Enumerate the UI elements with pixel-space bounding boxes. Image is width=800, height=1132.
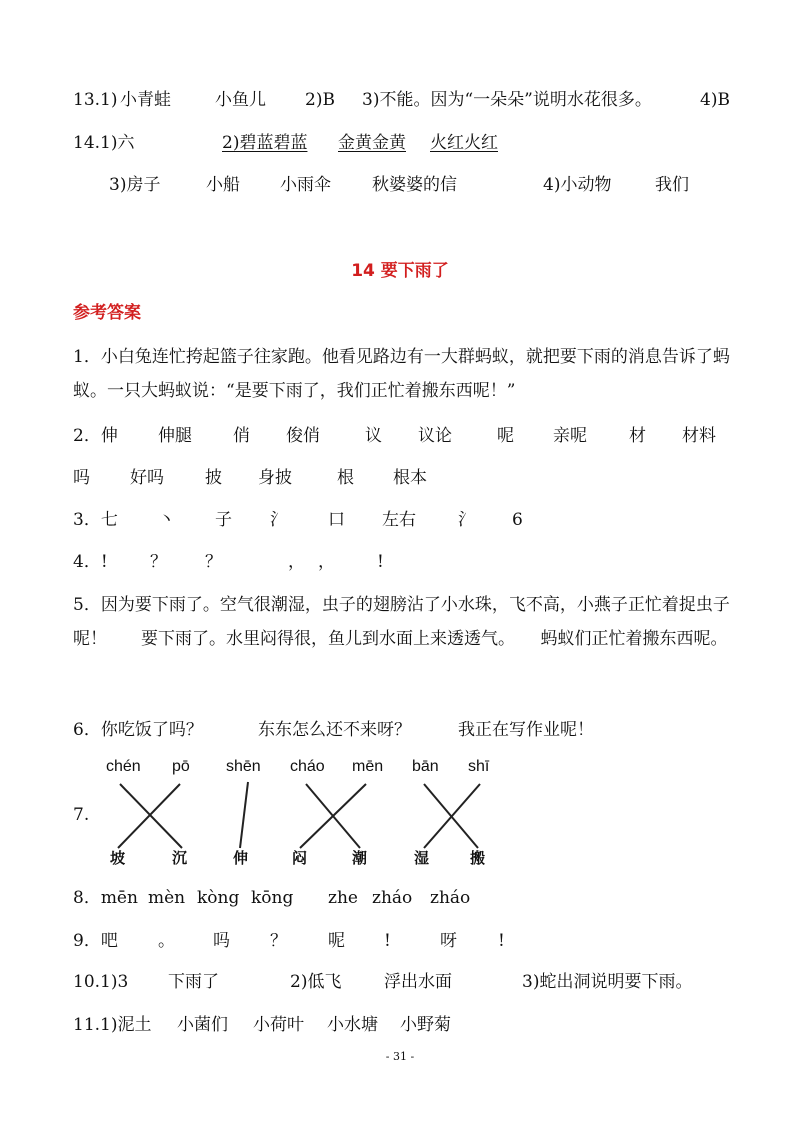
q13-c: 2)B: [305, 90, 335, 110]
q6-item: 6．你吃饭了吗？: [73, 720, 203, 740]
q11-item: 小荷叶: [253, 1015, 304, 1035]
q8-item: zháo: [430, 888, 471, 908]
q5-text: 5．因为要下雨了。空气很潮湿，虫子的翅膀沾了小水珠，飞不高，小燕子正忙着捉虫子呢！ 要下雨了。水里闷得很，鱼儿到水面上来透透气。 蚂蚁们正忙着搬东西呢。: [73, 595, 730, 649]
q4-item: ？: [150, 552, 167, 572]
q4-item: ，: [288, 552, 305, 572]
q14b-f: 我们: [655, 175, 689, 195]
q9-item: !: [384, 931, 391, 951]
q10-item: 2)低飞: [290, 972, 342, 992]
q13-a: 小青蛙: [120, 90, 171, 110]
q4-item: 4．!: [73, 552, 108, 572]
q9-item: 呢: [328, 931, 345, 951]
q2-item: 2．伸: [73, 426, 118, 446]
q7-char: 沉: [172, 849, 188, 867]
q14b-e: 4)小动物: [543, 175, 612, 195]
q9-item: 。: [158, 931, 175, 951]
q7-pinyin: pō: [172, 758, 190, 775]
q9-item: !: [498, 931, 505, 951]
q2-item: 材: [629, 426, 646, 446]
q11-item: 小野菊: [400, 1015, 451, 1035]
q14b-b: 小船: [206, 175, 240, 195]
q9-item: 吗: [213, 931, 230, 951]
q10-item: 下雨了: [168, 972, 219, 992]
q9-item: 呀: [440, 931, 457, 951]
q2-item: 身披: [258, 468, 292, 488]
q2-item: 呢: [497, 426, 514, 446]
q2-item: 吗: [73, 468, 90, 488]
q3-item: 氵: [458, 510, 475, 530]
page-number: - 31 -: [385, 1050, 415, 1063]
q11-item: 小菌们: [177, 1015, 228, 1035]
q13-b: 小鱼儿: [215, 90, 266, 110]
answer-heading: 参考答案: [73, 303, 141, 323]
q14-c: 金黄金黄: [338, 133, 406, 153]
q8-item: kòng: [197, 888, 240, 908]
lesson-title: 14 要下雨了: [351, 261, 449, 281]
q10-item: 浮出水面: [384, 972, 452, 992]
q8-item: zháo: [372, 888, 413, 908]
q8-item: mèn: [148, 888, 186, 908]
q10-item: 3)蛇出洞说明要下雨。: [522, 972, 693, 992]
q11-item: 11.1)泥土: [73, 1015, 152, 1035]
q7-char: 伸: [233, 849, 249, 867]
q2-item: 议论: [418, 426, 452, 446]
q6-item: 我正在写作业呢！: [458, 720, 594, 740]
q14-d: 火红火红: [430, 133, 498, 153]
q6-item: 东东怎么还不来呀？: [258, 720, 411, 740]
q10-item: 10.1)3: [73, 972, 129, 992]
q7-char: 搬: [470, 849, 486, 867]
q4-item: !: [377, 552, 384, 572]
q7-pinyin: cháo: [290, 758, 325, 775]
q2-item: 俊俏: [286, 426, 320, 446]
q7-pinyin: bān: [412, 758, 439, 775]
match-line: [240, 782, 248, 848]
q7-pinyin: shī: [468, 758, 490, 775]
q2-item: 好吗: [130, 468, 164, 488]
match-line: [300, 784, 366, 848]
q8-item: 8．mēn: [73, 888, 138, 908]
q2-item: 伸腿: [158, 426, 192, 446]
q13-e: 4)B: [700, 90, 730, 110]
q3-item: 子: [215, 510, 232, 530]
q14-num: 14.1)六: [73, 133, 135, 153]
q7-pinyin: mēn: [352, 758, 384, 775]
q3-item: 左右: [382, 510, 416, 530]
q8-item: zhe: [328, 888, 358, 908]
q7-pinyin: chén: [106, 758, 141, 775]
q7-char: 潮: [352, 849, 368, 867]
q3-item: 3．七: [73, 510, 118, 530]
q13-d: 3)不能。因为“一朵朵”说明水花很多。: [362, 90, 652, 110]
q2-item: 披: [205, 468, 222, 488]
q2-item: 议: [365, 426, 382, 446]
q3-item: 口: [328, 510, 345, 530]
q1-text: 1．小白兔连忙挎起篮子往家跑。他看见路边有一大群蚂蚁，就把要下雨的消息告诉了蚂蚁。一只大蚂蚁说：“是要下雨了，我们正忙着搬东西呢！”: [73, 347, 730, 401]
match-line: [118, 784, 180, 848]
q9-item: 9．吧: [73, 931, 118, 951]
q2-item: 俏: [233, 426, 250, 446]
q4-item: ？: [205, 552, 222, 572]
match-line: [120, 784, 182, 848]
q3-item: 6: [512, 510, 523, 530]
q7-char: 闷: [292, 849, 308, 867]
q3-item: 氵: [270, 510, 287, 530]
q14b-c: 小雨伞: [280, 175, 331, 195]
q2-item: 根: [337, 468, 354, 488]
q2-item: 材料: [682, 426, 716, 446]
q3-item: 丶: [158, 510, 175, 530]
q2-item: 根本: [393, 468, 427, 488]
q14b-a: 3)房子: [109, 175, 161, 195]
q7-label: 7.: [73, 805, 90, 825]
q14-b: 2)碧蓝碧蓝: [222, 133, 308, 153]
q8-item: kōng: [251, 888, 294, 908]
q7-pinyin: shēn: [226, 758, 261, 775]
q9-item: ？: [270, 931, 287, 951]
q11-item: 小水塘: [327, 1015, 378, 1035]
q14b-d: 秋婆婆的信: [372, 175, 457, 195]
q13-num: 13.1): [73, 90, 118, 110]
q7-char: 湿: [414, 849, 430, 867]
q7-char: 坡: [110, 849, 126, 867]
q2-item: 亲呢: [553, 426, 587, 446]
q4-item: ，: [318, 552, 335, 572]
